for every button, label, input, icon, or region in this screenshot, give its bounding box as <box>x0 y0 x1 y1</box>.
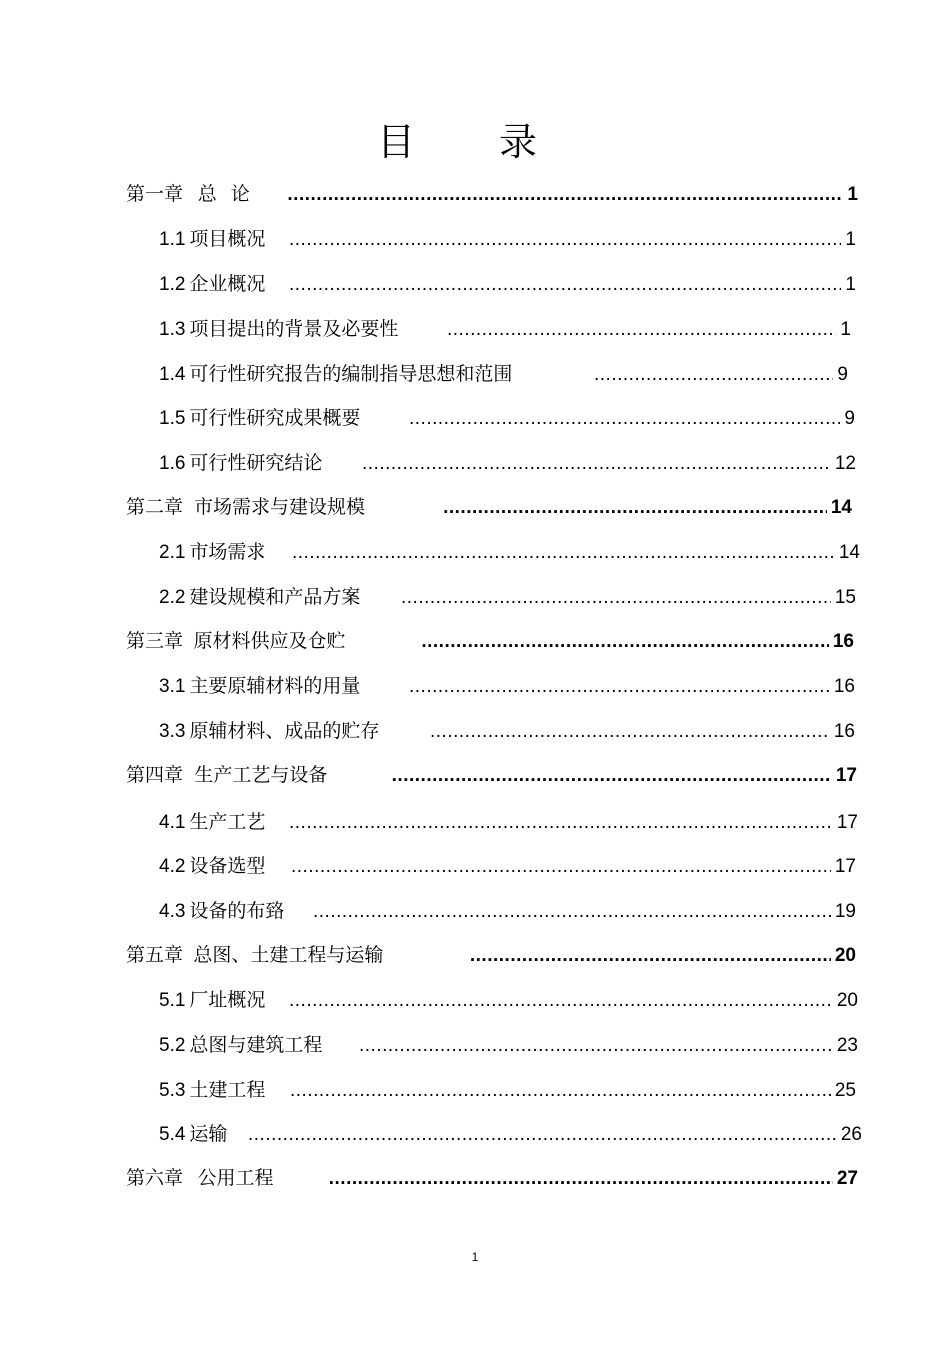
toc-section-entry[interactable] <box>159 673 855 699</box>
toc-section-number: 1.3 <box>159 319 186 340</box>
toc-section-title: 市场需求 <box>189 541 266 563</box>
toc-section-entry[interactable] <box>159 539 860 565</box>
toc-leader-dots <box>409 674 830 700</box>
toc-page-number: 16 <box>832 631 854 652</box>
toc-section-title: 可行性研究报告的编制指导思想和范围 <box>189 363 513 385</box>
toc-section-number: 4.2 <box>159 856 186 877</box>
toc-section-number: 5.1 <box>159 990 186 1011</box>
toc-section-number: 3.1 <box>159 676 186 697</box>
toc-section-number: 1.4 <box>159 364 186 385</box>
toc-section-entry[interactable] <box>159 987 858 1013</box>
toc-section-number: 5.4 <box>159 1124 186 1145</box>
toc-page-number: 20 <box>834 945 856 966</box>
toc-section-title: 可行性研究成果概要 <box>189 407 361 429</box>
toc-section-entry[interactable] <box>159 271 856 297</box>
toc-leader-dots <box>430 719 830 745</box>
toc-section-title: 项目概况 <box>189 228 266 250</box>
toc-section-number: 5.3 <box>159 1080 186 1101</box>
toc-section-title: 项目提出的背景及必要性 <box>189 318 399 340</box>
toc-section-entry[interactable] <box>159 1032 858 1058</box>
toc-section-number: 4.1 <box>159 812 186 833</box>
toc-chapter-entry[interactable] <box>126 628 854 654</box>
toc-leader-dots <box>287 182 843 208</box>
toc-section-number: 1.2 <box>159 274 186 295</box>
toc-section-entry[interactable] <box>159 718 855 744</box>
footer-page-number: 1 <box>471 1250 479 1264</box>
toc-chapter-number: 第一章 <box>126 183 184 205</box>
toc-page-number: 1 <box>847 184 858 205</box>
toc-page-number: 20 <box>836 990 858 1011</box>
toc-chapter-entry[interactable] <box>126 494 852 520</box>
toc-section-number: 1.6 <box>159 453 186 474</box>
toc-leader-dots <box>289 227 841 253</box>
toc-leader-dots <box>313 899 831 925</box>
toc-leader-dots <box>292 540 835 566</box>
toc-chapter-title: 总 论 <box>197 183 254 205</box>
toc-leader-dots <box>392 763 832 789</box>
toc-page-number: 16 <box>833 676 855 697</box>
toc-leader-dots <box>329 1166 833 1192</box>
toc-section-number: 1.1 <box>159 229 186 250</box>
toc-leader-dots <box>359 1033 833 1059</box>
toc-section-number: 2.1 <box>159 542 186 563</box>
toc-section-entry[interactable] <box>159 584 856 610</box>
toc-section-title: 运输 <box>189 1123 228 1145</box>
toc-chapter-title: 原材料供应及仓贮 <box>193 630 346 652</box>
toc-section-entry[interactable] <box>159 1121 862 1147</box>
toc-leader-dots <box>421 629 829 655</box>
toc-leader-dots <box>594 362 833 388</box>
toc-section-title: 建设规模和产品方案 <box>189 586 361 608</box>
toc-page-number: 19 <box>834 901 856 922</box>
toc-section-entry[interactable] <box>159 361 848 387</box>
toc-page-number: 17 <box>836 812 858 833</box>
toc-section-title: 设备的布臵 <box>189 900 285 922</box>
toc-page-number: 26 <box>840 1124 862 1145</box>
toc-chapter-entry[interactable] <box>126 181 858 207</box>
toc-chapter-number: 第六章 <box>126 1167 184 1189</box>
toc-section-entry[interactable] <box>159 809 858 835</box>
toc-section-title: 可行性研究结论 <box>189 452 323 474</box>
toc-page-number: 14 <box>830 497 852 518</box>
toc-section-number: 5.2 <box>159 1035 186 1056</box>
toc-page-number: 1 <box>845 274 856 295</box>
toc-section-title: 主要原辅材料的用量 <box>189 675 361 697</box>
toc-section-entry[interactable] <box>159 226 856 252</box>
toc-chapter-number: 第五章 <box>126 944 184 966</box>
toc-page-number: 16 <box>833 721 855 742</box>
toc-section-title: 原辅材料、成品的贮存 <box>189 720 380 742</box>
toc-section-number: 3.3 <box>159 721 186 742</box>
toc-page-number: 9 <box>844 408 855 429</box>
toc-section-title: 土建工程 <box>189 1079 266 1101</box>
toc-section-entry[interactable] <box>159 898 856 924</box>
toc-page-number: 9 <box>837 364 848 385</box>
toc-page-number: 12 <box>834 453 856 474</box>
toc-section-title: 生产工艺 <box>189 811 266 833</box>
toc-chapter-title: 总图、土建工程与运输 <box>193 944 384 966</box>
toc-leader-dots <box>289 988 833 1014</box>
toc-chapter-title: 公用工程 <box>197 1167 274 1189</box>
toc-leader-dots <box>401 585 831 611</box>
toc-section-number: 2.2 <box>159 587 186 608</box>
toc-chapter-number: 第三章 <box>126 630 184 652</box>
toc-section-entry[interactable] <box>159 316 851 342</box>
page-title: 目 录 <box>376 120 574 164</box>
toc-page-number: 14 <box>838 542 860 563</box>
toc-section-number: 4.3 <box>159 901 186 922</box>
toc-chapter-title: 生产工艺与设备 <box>194 764 328 786</box>
toc-leader-dots <box>248 1122 837 1148</box>
toc-page-number: 17 <box>834 856 856 877</box>
toc-chapter-entry[interactable] <box>126 942 856 968</box>
toc-leader-dots <box>290 1078 831 1104</box>
toc-leader-dots <box>447 317 836 343</box>
toc-section-entry[interactable] <box>159 405 855 431</box>
toc-chapter-entry[interactable] <box>126 762 857 788</box>
toc-chapter-entry[interactable] <box>126 1165 858 1191</box>
toc-leader-dots <box>409 406 840 432</box>
toc-chapter-number: 第二章 <box>126 496 184 518</box>
toc-section-entry[interactable] <box>159 450 856 476</box>
toc-chapter-title: 市场需求与建设规模 <box>193 496 365 518</box>
toc-leader-dots <box>289 810 833 836</box>
toc-page-number: 17 <box>835 765 857 786</box>
toc-page-number: 27 <box>836 1168 858 1189</box>
toc-section-title: 企业概况 <box>189 273 266 295</box>
toc-section-number: 1.5 <box>159 408 186 429</box>
toc-leader-dots <box>443 495 827 521</box>
toc-section-entry[interactable] <box>159 853 856 879</box>
toc-page-number: 1 <box>840 319 851 340</box>
toc-leader-dots <box>289 272 841 298</box>
toc-section-title: 总图与建筑工程 <box>189 1034 323 1056</box>
toc-leader-dots <box>291 854 831 880</box>
toc-leader-dots <box>362 451 831 477</box>
toc-section-title: 设备选型 <box>189 855 266 877</box>
toc-page-number: 1 <box>845 229 856 250</box>
toc-chapter-number: 第四章 <box>126 764 184 786</box>
toc-section-title: 厂址概况 <box>189 989 266 1011</box>
toc-page-number: 23 <box>836 1035 858 1056</box>
toc-page-number: 25 <box>834 1080 856 1101</box>
toc-leader-dots <box>470 943 831 969</box>
toc-section-entry[interactable] <box>159 1077 856 1103</box>
toc-page-number: 15 <box>834 587 856 608</box>
